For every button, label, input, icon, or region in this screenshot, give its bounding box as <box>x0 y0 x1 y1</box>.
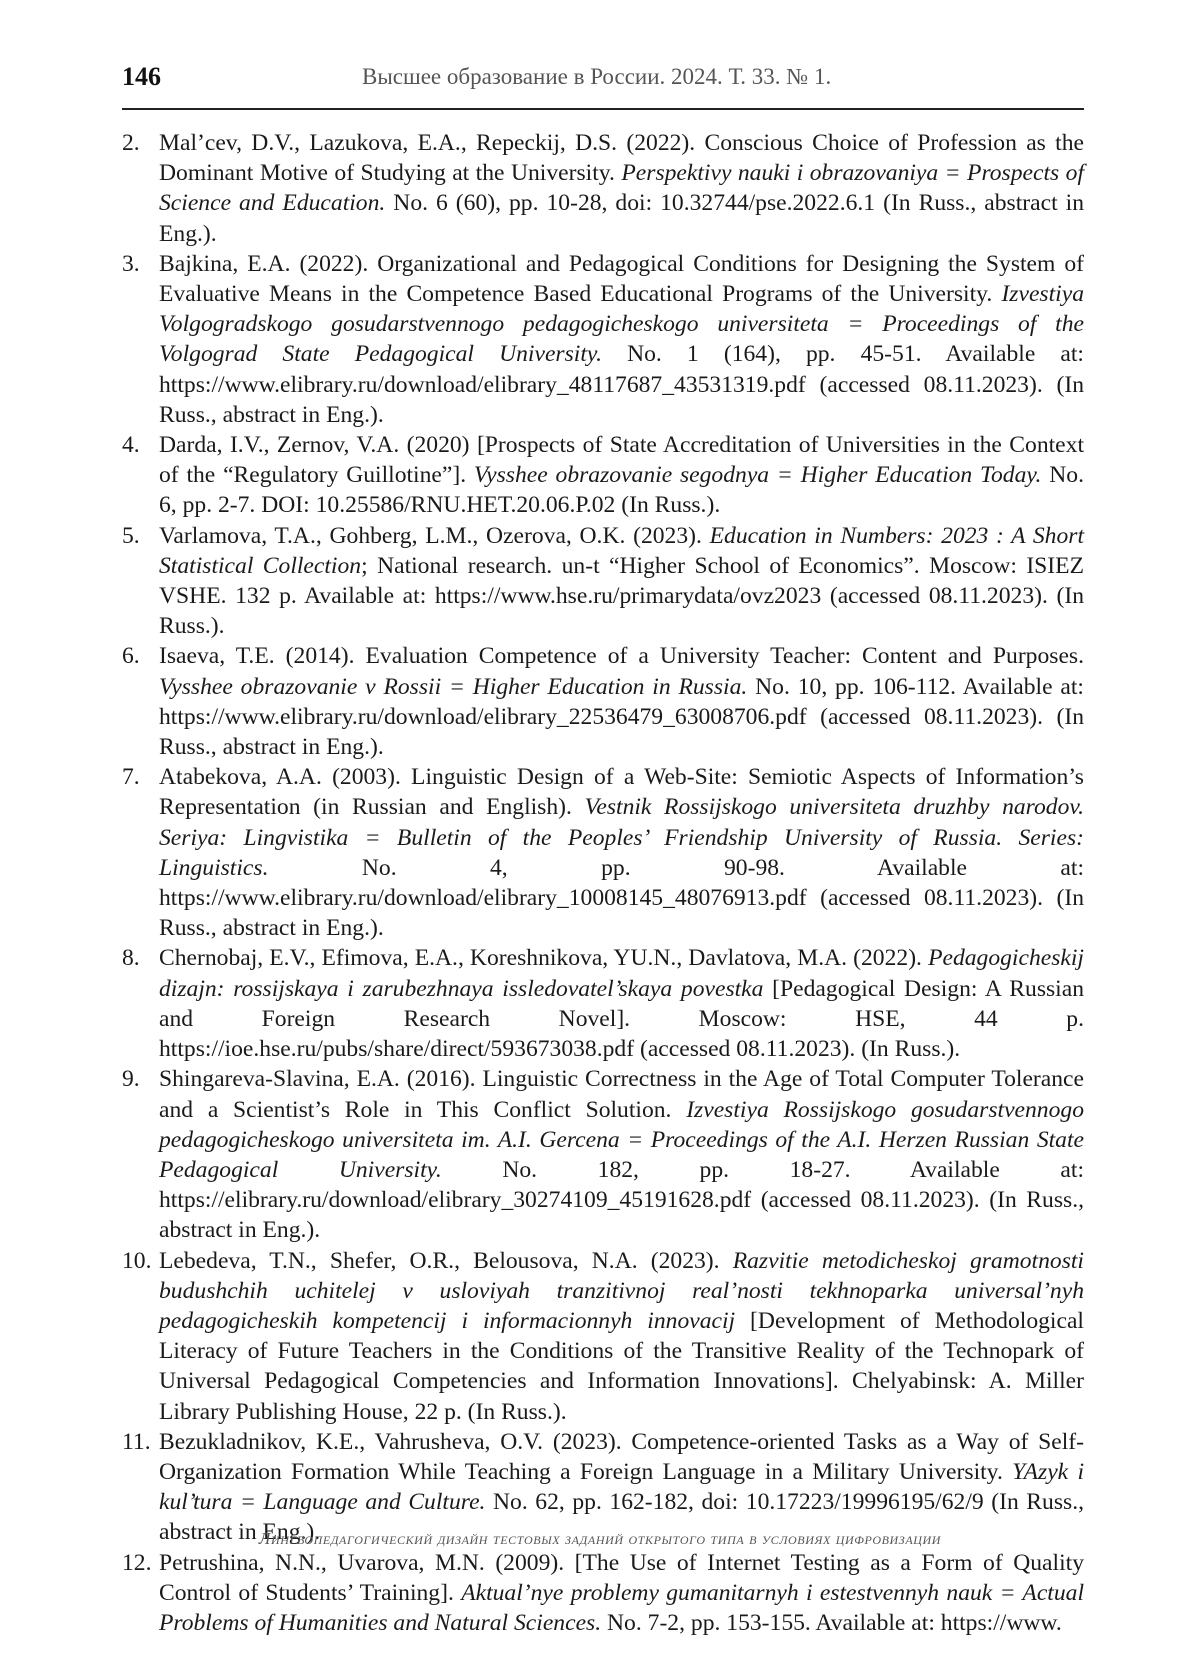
reference-number: 8. <box>122 945 140 972</box>
article-running-title: Лингвопедагогический дизайн тестовых заданий открытого типа в условиях цифровизации <box>258 1529 942 1548</box>
reference-source: Razvitie metodicheskoj gramotnosti budushchih uchitelej v usloviyah tranzitivnoj real’nosti tekhnoparka universal’nyh pedagogicheskih kompetencij i informacionnyh innovacij <box>159 1247 1084 1334</box>
reference-number: 10. <box>122 1247 152 1274</box>
reference-list <box>122 128 1084 1638</box>
reference-number: 4. <box>122 432 140 459</box>
reference-number: 12. <box>122 1549 152 1576</box>
reference-item <box>122 128 1084 249</box>
reference-source: Education in Numbers: 2023 : A Short Statistical Collection <box>159 522 1084 579</box>
reference-details: No. 62, pp. 162-182, doi: 10.17223/19996195/62/9 (In Russ., abstract in Eng.). <box>159 1489 1085 1546</box>
reference-details: No. 10, pp. 106-112. Available at: https://www.elibrary.ru/download/elibrary_22536479_63008706.pdf (accessed 08.11.2023). (In Russ., abstract in Eng.). <box>159 673 1084 761</box>
reference-authors-title: Isaeva, T.E. (2014). Evaluation Competence of a University Teacher: Content and Purposes. <box>159 643 1084 670</box>
reference-source: Vysshee obrazovanie segodnya = Higher Education Today. <box>473 462 1042 489</box>
reference-source: YAzyk i kul’tura = Language and Culture. <box>159 1458 1084 1516</box>
page-number: 146 <box>122 62 161 91</box>
reference-source: Perspektivy nauki i obrazovaniya = Prospects of Science and Education. <box>159 160 1085 217</box>
reference-source: Vestnik Rossijskogo universiteta druzhby narodov. Seriya: Lingvistika = Bulletin of the Peoples’ Friendship University of Russia. Series: Linguistics. <box>159 794 1084 881</box>
reference-number: 11. <box>122 1428 151 1455</box>
reference-number: 2. <box>122 130 140 156</box>
reference-authors-title: Atabekova, A.A. (2003). Linguistic Design of a Web-Site: Semiotic Aspects of Information’s Representation (in Russian and English). <box>159 764 1084 821</box>
reference-details: No. 7-2, pp. 153-155. Available at: https://www. <box>601 1609 1062 1636</box>
reference-number: 3. <box>122 250 140 277</box>
reference-details: No. 4, pp. 90-98. Available at: https://www.elibrary.ru/download/elibrary_10008145_48076913.pdf (accessed 08.11.2023). (In Russ., abstract in Eng.). <box>159 854 1084 942</box>
reference-details: [Pedagogical Design: A Russian and Foreign Research Novel]. Moscow: HSE, 44 p. https://ioe.hse.ru/pubs/share/direct/593673038.pdf (accessed 08.11.2023). (In Russ.). <box>159 975 1085 1063</box>
reference-item <box>122 762 1084 943</box>
reference-number: 5. <box>122 522 140 549</box>
reference-item <box>122 521 1084 642</box>
reference-authors-title: Shingareva-Slavina, E.A. (2016). Linguistic Correctness in the Age of Total Computer Tolerance and a Scientist’s Role in This Conflict Solution. <box>159 1066 1084 1123</box>
reference-item <box>122 430 1084 521</box>
journal-running-title: Высшее образование в России. 2024. Т. 33. № 1. <box>362 64 832 89</box>
page-header <box>122 58 1084 110</box>
reference-source: Izvestiya Rossijskogo gosudarstvennogo pedagogicheskogo universiteta im. A.I. Gercena = Proceedings of the A.I. Herzen Russian State Pedagogical University. <box>159 1096 1084 1183</box>
reference-item <box>122 943 1084 1064</box>
reference-number: 6. <box>122 643 140 670</box>
reference-authors-title: Chernobaj, E.V., Efimova, E.A., Koreshnikova, YU.N., Davlatova, M.A. (2022). <box>159 945 929 972</box>
reference-authors-title: Lebedeva, T.N., Shefer, O.R., Belousova, N.A. (2023). <box>159 1247 733 1274</box>
reference-source: Izvestiya Volgogradskogo gosudarstvennogo pedagogicheskogo universiteta = Proceedings of the Volgograd State Pedagogical University. <box>159 281 1084 368</box>
reference-authors-title: Petrushina, N.N., Uvarova, M.N. (2009). [The Use of Internet Testing as a Form of Quality Control of Students’ Training]. <box>159 1549 1084 1606</box>
reference-details: No. 6, pp. 2-7. DOI: 10.25586/RNU.HET.20.06.P.02 (In Russ.). <box>159 462 1084 519</box>
reference-details: No. 1 (164), pp. 45-51. Available at: https://www.elibrary.ru/download/elibrary_48117687_43531319.pdf (accessed 08.11.2023). (In Russ., abstract in Eng.). <box>159 341 1084 428</box>
reference-number: 9. <box>122 1066 140 1093</box>
reference-authors-title: Varlamova, T.A., Gohberg, L.M., Ozerova, O.K. (2023). <box>159 522 710 549</box>
reference-source: Aktual’nye problemy gumanitarnyh i estestvennyh nauk = Actual Problems of Humanities and Natural Sciences. <box>159 1579 1084 1636</box>
reference-item <box>122 249 1084 430</box>
reference-authors-title: Bezukladnikov, K.E., Vahrusheva, O.V. (2023). Competence-oriented Tasks as a Way of Self-Organization Formation While Teaching a Foreign Language in a Military University. <box>159 1428 1084 1485</box>
reference-item <box>122 641 1084 762</box>
reference-number: 7. <box>122 764 140 791</box>
reference-authors-title: Mal’cev, D.V., Lazukova, E.A., Repeckij, D.S. (2022). Conscious Choice of Profession as the Dominant Motive of Studying at the University. <box>159 130 1084 187</box>
reference-authors-title: Darda, I.V., Zernov, V.A. (2020) [Prospects of State Accreditation of Universities in the Context of the “Regulatory Guillotine”]. <box>159 432 1084 489</box>
reference-item <box>122 1548 1084 1639</box>
reference-details: No. 182, pp. 18-27. Available at: https://elibrary.ru/download/elibrary_30274109_45191628.pdf (accessed 08.11.2023). (In Russ., abstract in Eng.). <box>159 1156 1085 1244</box>
reference-authors-title: Bajkina, E.A. (2022). Organizational and Pedagogical Conditions for Designing the System of Evaluative Means in the Competence Based Educational Programs of the University. <box>159 250 1084 308</box>
reference-details: [Development of Methodological Literacy of Future Teachers in the Conditions of the Transitive Reality of the Technopark of Universal Pedagogical Competencies and Information Innovations]. Chelyabinsk: A. Miller Library Publishing House, 22 p. (In Russ.). <box>159 1307 1084 1425</box>
reference-source: Pedagogicheskij dizajn: rossijskaya i zarubezhnaya issledovatel’skaya povestka <box>159 945 1084 1002</box>
reference-source: Vysshee obrazovanie v Rossii = Higher Education in Russia. <box>159 673 748 700</box>
reference-item <box>122 1064 1084 1245</box>
reference-item <box>122 1246 1084 1427</box>
reference-details: No. 6 (60), pp. 10-28, doi: 10.32744/pse.2022.6.1 (In Russ., abstract in Eng.). <box>159 190 1084 247</box>
reference-details: ; National research. un-t “Higher School of Economics”. Moscow: ISIEZ VSHE. 132 p. Available at: https://www.hse.ru/primarydata/ovz2023 (accessed 08.11.2023). (In Russ.). <box>159 552 1084 640</box>
